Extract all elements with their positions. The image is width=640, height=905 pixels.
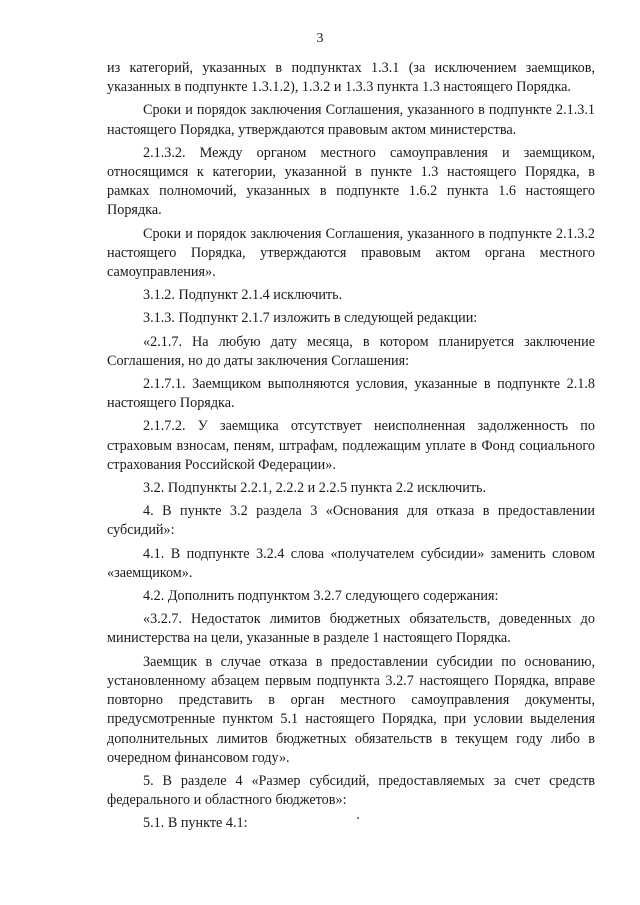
paragraph-continuation: из категорий, указанных в подпунктах 1.3.1 (за исключением заемщиков, указанных в подпункте 1.3.1.2), 1.3.2 и 1.3.3 пункта 1.3 настоящего Порядка.: [107, 60, 595, 96]
paragraph: 2.1.3.2. Между органом местного самоуправления и заемщиком, относящимся к категории, указанной в пункте 1.3 настоящего Порядка, в рамках полномочий, указанных в подпункте 1.6.2 пункта 1.6 настоящего Порядка.: [107, 144, 595, 219]
paragraph: 4.2. Дополнить подпунктом 3.2.7 следующего содержания:: [143, 588, 499, 605]
paragraph: 2.1.7.1. Заемщиком выполняются условия, указанные в подпункте 2.1.8 настоящего Порядка.: [107, 376, 595, 412]
paragraph: «2.1.7. На любую дату месяца, в котором планируется заключение Соглашения, но до даты заключения Соглашения:: [107, 333, 595, 369]
paragraph: 4. В пункте 3.2 раздела 3 «Основания для отказа в предоставлении субсидий»:: [107, 503, 595, 539]
paragraph: Заемщик в случае отказа в предоставлении субсидии по основанию, установленному абзацем первым подпункта 3.2.7 настоящего Порядка, вправе повторно представить в орган местного самоуправления документы, предусмотренные пунктом 5.1 настоящего Порядка, при условии выделения дополнительных лимитов бюджетных обязательств в текущем году либо в очередном финансовом году».: [107, 653, 595, 766]
paragraph: «3.2.7. Недостаток лимитов бюджетных обязательств, доведенных до министерства на цели, указанные в разделе 1 настоящего Порядка.: [107, 611, 595, 647]
paragraph: 4.1. В подпункте 3.2.4 слова «получателем субсидии» заменить словом «заемщиком».: [107, 545, 595, 581]
document-body: [107, 59, 595, 838]
paragraph: 3.1.3. Подпункт 2.1.7 изложить в следующей редакции:: [143, 310, 478, 327]
paragraph: 2.1.7.2. У заемщика отсутствует неисполненная задолженность по страховым взносам, пеням, штрафам, подлежащим уплате в Фонд социального страхования Российской Федерации».: [107, 418, 595, 473]
page-number: 3: [316, 31, 324, 46]
paragraph: 5. В разделе 4 «Размер субсидий, предоставляемых за счет средств федерального и областного бюджетов»:: [107, 772, 595, 809]
paragraph: Сроки и порядок заключения Соглашения, указанного в подпункте 2.1.3.2 настоящего Порядка, утверждаются правовым актом органа местного самоуправления».: [107, 225, 595, 281]
scan-speck: [357, 817, 359, 819]
paragraph: 3.1.2. Подпункт 2.1.4 исключить.: [143, 287, 343, 304]
paragraph: Сроки и порядок заключения Соглашения, указанного в подпункте 2.1.3.1 настоящего Порядка, утверждаются правовым актом министерства.: [107, 102, 595, 138]
paragraph: 3.2. Подпункты 2.2.1, 2.2.2 и 2.2.5 пункта 2.2 исключить.: [143, 480, 487, 497]
paragraph: 5.1. В пункте 4.1:: [143, 815, 248, 832]
